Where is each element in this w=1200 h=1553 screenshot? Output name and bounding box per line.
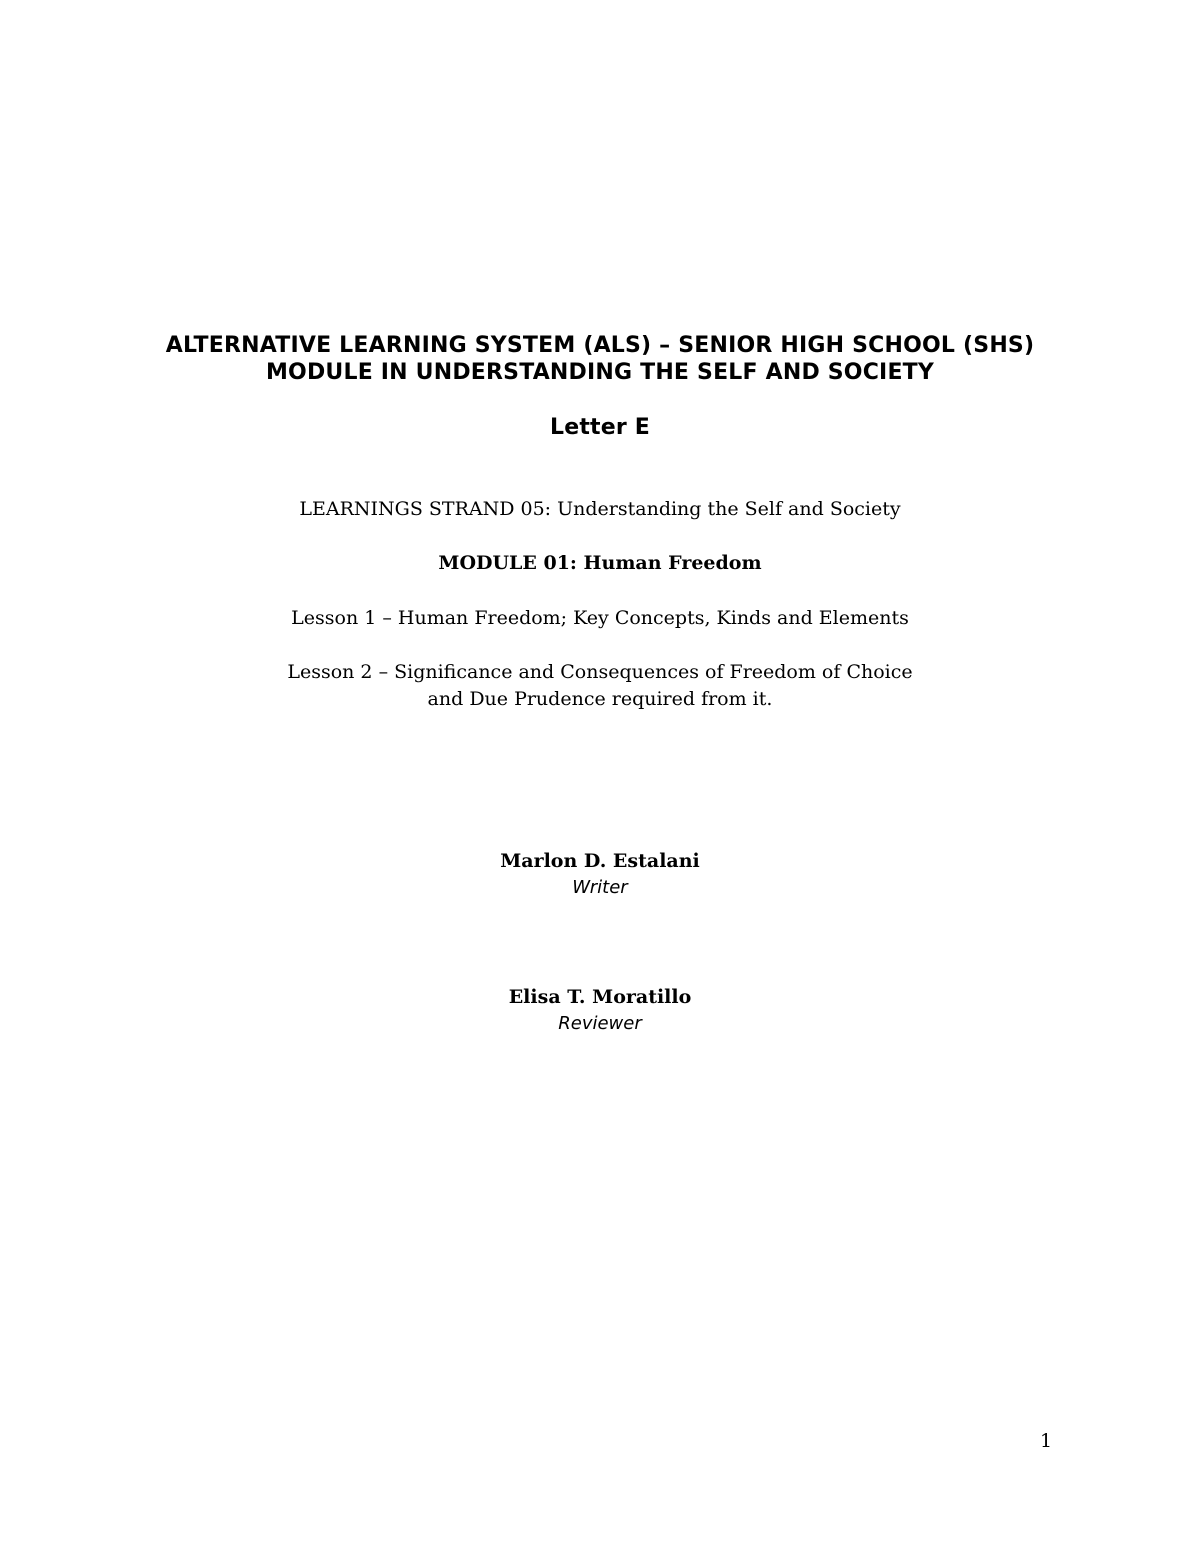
writer-name: Marlon D. Estalani <box>500 850 700 872</box>
module-title: MODULE 01: Human Freedom <box>438 552 762 574</box>
subtitle: Letter E <box>549 415 651 440</box>
page-number: 1 <box>1040 1430 1053 1452</box>
writer-role: Writer <box>572 877 628 898</box>
reviewer-name: Elisa T. Moratillo <box>508 986 692 1008</box>
title-line-2: MODULE IN UNDERSTANDING THE SELF AND SOCIETY <box>265 360 935 385</box>
lesson-2-line-2: and Due Prudence required from it. <box>427 688 773 710</box>
lesson-1: Lesson 1 – Human Freedom; Key Concepts, Kinds and Elements <box>291 607 909 629</box>
title-line-1: ALTERNATIVE LEARNING SYSTEM (ALS) – SENIOR HIGH SCHOOL (SHS) <box>165 333 1035 358</box>
learning-strand: LEARNINGS STRAND 05: Understanding the Self and Society <box>299 498 901 520</box>
reviewer-role: Reviewer <box>558 1013 642 1034</box>
lesson-2-line-1: Lesson 2 – Significance and Consequences of Freedom of Choice <box>287 661 913 683</box>
